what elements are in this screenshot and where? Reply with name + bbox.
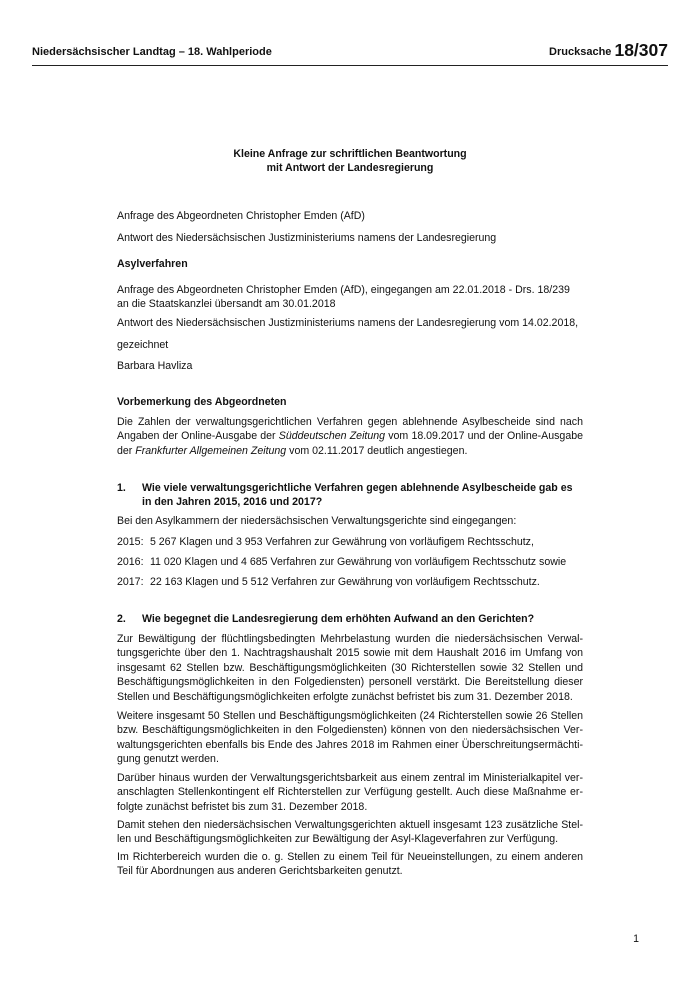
drucksache-label: Drucksache (549, 46, 612, 58)
answer-2-paragraph-2: Weitere insgesamt 50 Stellen und Beschäftigungsmöglichkeiten (24 Richterstellen sowie 26 Stellen bzw. Beschäftigungsmöglichkeiten in den Folgediensten) können von den niedersächsischen Verwaltungsgerichten ebenfalls bis Ende des Jahres 2018 im Rahmen einer Überschreitungsermächtigung genutzt werden. (117, 710, 583, 766)
preamble-source-2: Frankfurter Allgemeinen Zeitung (135, 444, 287, 457)
title-line-1: Kleine Anfrage zur schriftlichen Beantwortung (233, 148, 467, 160)
intro-antwort: Antwort des Niedersächsischen Justizministeriums namens der Landesregierung (117, 232, 497, 244)
title-line-2: mit Antwort der Landesregierung (266, 161, 434, 174)
preamble-text (117, 415, 583, 458)
preamble-text-b: vom 18.09.2017 und der Online-Ausgabe der (117, 430, 583, 457)
preamble-heading: Vorbemerkung des Abgeordneten (117, 396, 287, 408)
intro-anfrage: Anfrage des Abgeordneten Christopher Emden (AfD) (117, 210, 365, 222)
meta-gezeichnet: gezeichnet (117, 339, 169, 351)
answer-1-row-2017 (117, 575, 583, 589)
question-2 (117, 612, 583, 626)
row-text: 11 020 Klagen und 4 685 Verfahren zur Gewährung von vorläufigem Rechtsschutz sowie (149, 556, 567, 568)
preamble-text-a: Die Zahlen der verwaltungsgerichtlichen Verfahren gegen ablehnende Asylbescheide sind nach Angaben der Online-Ausgabe der (117, 416, 583, 443)
question-1-text: Wie viele verwaltungsgerichtliche Verfahren gegen ablehnende Asylbescheide gab es in den Jahren 2015, 2016 und 2017? (142, 482, 573, 509)
answer-1-row-2015 (117, 535, 583, 549)
meta-eingang-line-1: Anfrage des Abgeordneten Christopher Emden (AfD), eingegangen am 22.01.2018 - Drs. 18/239 (117, 284, 570, 296)
document-title (0, 148, 700, 176)
answer-2-paragraph-3: Darüber hinaus wurden der Verwaltungsgerichtsbarkeit aus einem zentral im Ministerialkapitel veranschlagten Stellenkontingent elf Richterstellen zur Verfügung gestellt. Auch diese Maßnahme erfolgte zunächst befristet bis zum 31. Dezember 2018. (117, 772, 583, 813)
parliament-label: Niedersächsischer Landtag – 18. Wahlperiode (32, 46, 272, 58)
row-text: 5 267 Klagen und 3 953 Verfahren zur Gewährung von vorläufigem Rechtsschutz, (149, 536, 534, 548)
meta-antwort: Antwort des Niedersächsischen Justizministeriums namens der Landesregierung vom 14.02.2018, (117, 317, 579, 329)
meta-eingang-line-2: an die Staatskanzlei übersandt am 30.01.2018 (117, 298, 336, 311)
subject-heading: Asylverfahren (117, 258, 188, 270)
question-2-text: Wie begegnet die Landesregierung dem erhöhten Aufwand an den Gerichten? (142, 613, 535, 625)
meta-signer: Barbara Havliza (117, 360, 193, 372)
row-text: 22 163 Klagen und 5 512 Verfahren zur Gewährung von vorläufigem Rechtsschutz. (149, 576, 540, 588)
question-1 (117, 481, 583, 510)
question-1-number: 1. (117, 482, 126, 494)
row-year: 2015: (117, 536, 144, 548)
row-year: 2016: (117, 556, 144, 568)
preamble-source-1: Süddeutschen Zeitung (278, 430, 386, 443)
answer-1-row-2016 (117, 555, 583, 569)
answer-2-paragraph-5: Im Richterbereich wurden die o. g. Stellen zu einem Teil für Neueinstellungen, zu einem anderen Teil für Abordnungen aus anderen Gerichtsbarkeiten genutzt. (117, 851, 583, 878)
drucksache (549, 39, 668, 63)
question-2-number: 2. (117, 613, 126, 625)
page-header (32, 39, 668, 66)
preamble-text-c: vom 02.11.2017 deutlich angestiegen. (286, 444, 468, 457)
page-number: 1 (633, 933, 639, 945)
answer-2-paragraph-1: Zur Bewältigung der flüchtlingsbedingten Mehrbelastung wurden die niedersächsischen Verwaltungsgerichte über den 1. Nachtragshaushalt 2015 sowie mit dem Haushalt 2016 im Umfang von insgesamt 62 Stellen bzw. Beschäftigungsmöglichkeiten (30 Richterstellen sowie 32 Stellen und Beschäftigungsmöglichkeiten in den Folgediensten) personell verstärkt. Die Bereitstellung dieser Stellen und Beschäftigungsmöglichkeiten erfolgte zunächst befristet bis zum 31. Dezember 2018. (117, 633, 583, 703)
meta-eingang (117, 283, 583, 312)
answer-2-paragraph-4: Damit stehen den niedersächsischen Verwaltungsgerichten aktuell insgesamt 123 zusätzliche Stellen und Beschäftigungsmöglichkeiten zur Bewältigung der Asyl-Klageverfahren zur Verfügung. (117, 819, 583, 846)
answer-1-intro: Bei den Asylkammern der niedersächsischen Verwaltungsgerichte sind eingegangen: (117, 515, 517, 527)
row-year: 2017: (117, 576, 144, 588)
drucksache-number: 18/307 (614, 40, 668, 60)
